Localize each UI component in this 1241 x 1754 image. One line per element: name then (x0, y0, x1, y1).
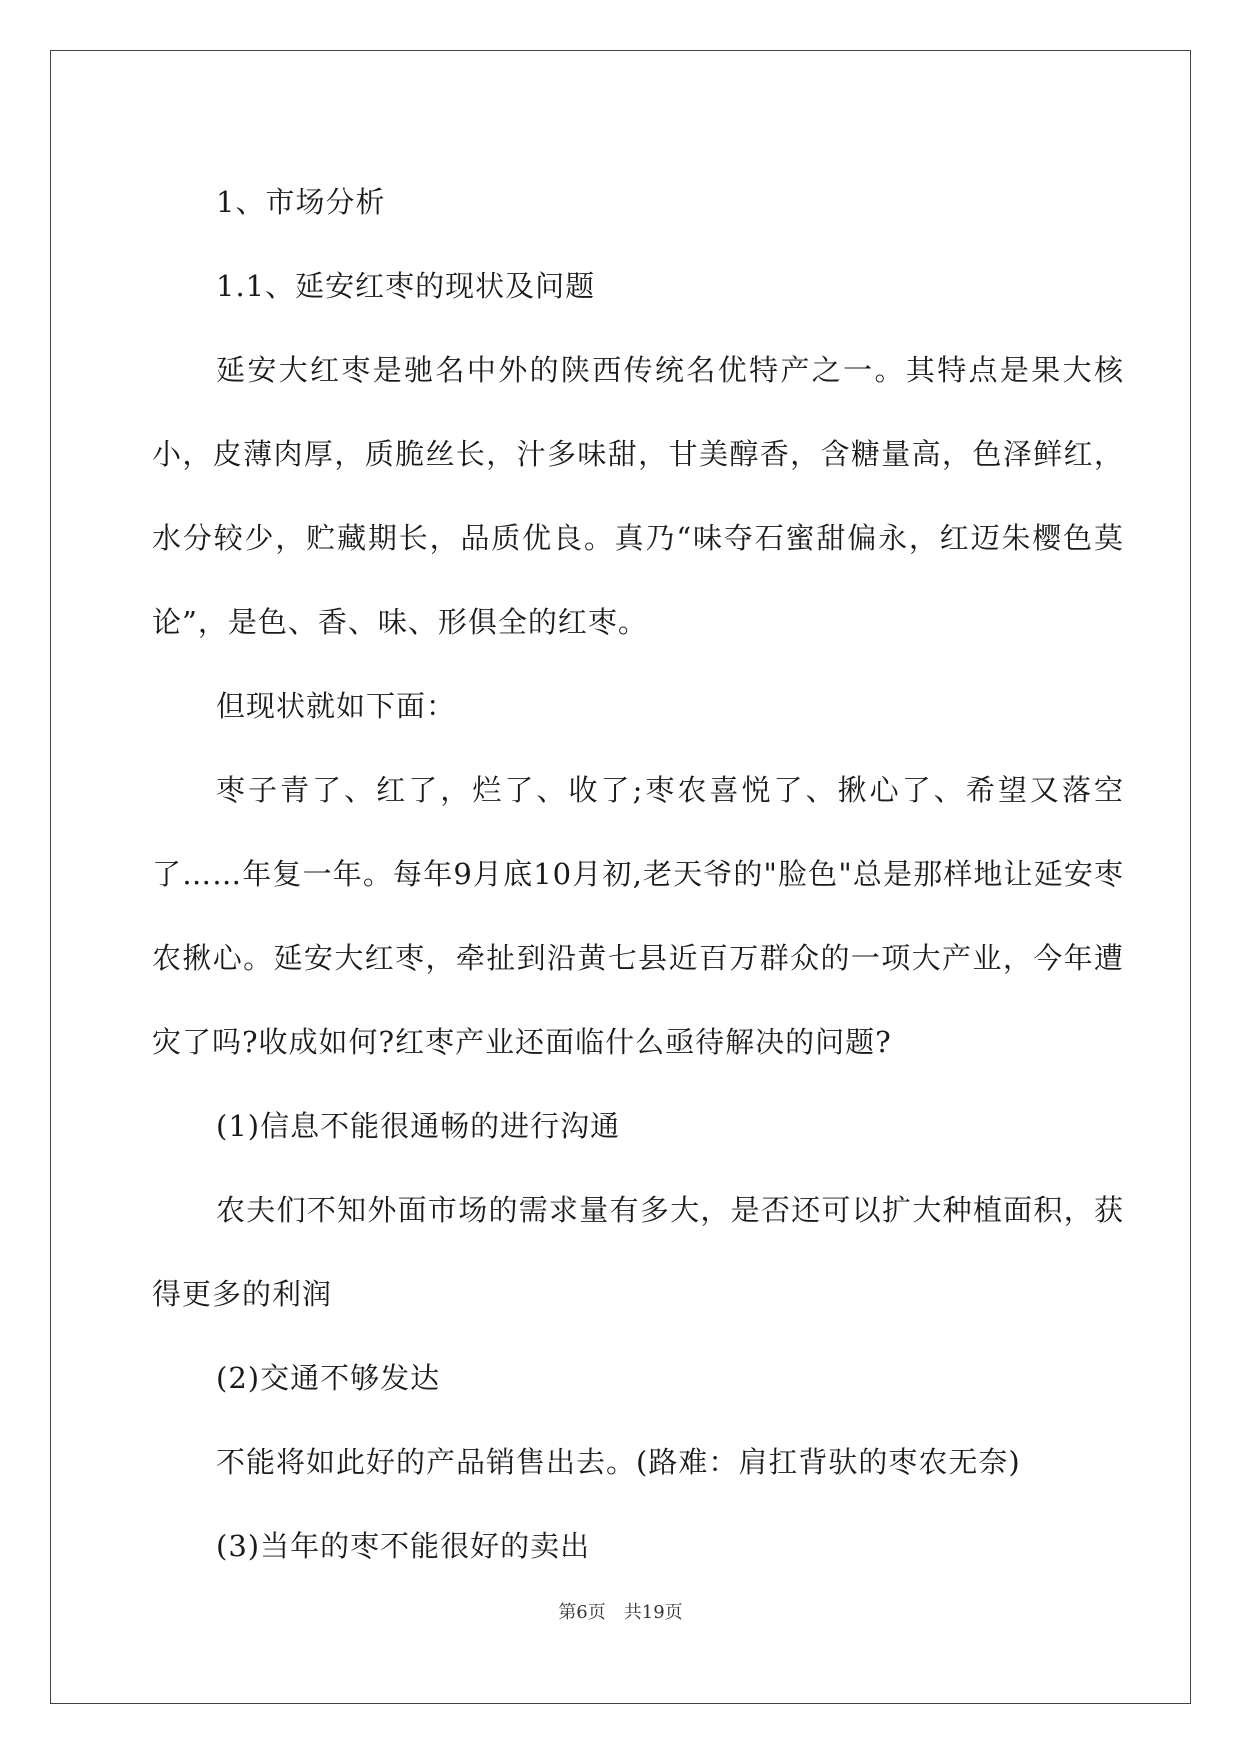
body-paragraph: 延安大红枣是驰名中外的陕西传统名优特产之一。其特点是果大核小，皮薄肉厚，质脆丝长，汁多味甜，甘美醇香，含糖量高，色泽鲜红，水分较少，贮藏期长，品质优良。真乃“味夺石蜜甜偏永，红迈朱樱色莫论”，是色、香、味、形俱全的红枣。 (152, 353, 1124, 639)
body-paragraph: 枣子青了、红了，烂了、收了;枣农喜悦了、揪心了、希望又落空了……年复一年。每年9月底10月初,老天爷的"脸色"总是那样地让延安枣农揪心。延安大红枣，牵扯到沿黄七县近百万群众的一项大产业，今年遭灾了吗?收成如何?红枣产业还面临什么亟待解决的问题? (152, 773, 1124, 1059)
subsection-heading: 1.1、延安红枣的现状及问题 (216, 269, 596, 303)
page-number-footer: 第6页 共19页 (558, 1602, 683, 1623)
body-paragraph: 不能将如此好的产品销售出去。(路难：肩扛背驮的枣农无奈) (216, 1445, 1021, 1479)
list-heading: (1)信息不能很通畅的进行沟通 (216, 1109, 621, 1143)
list-heading: (2)交通不够发达 (216, 1361, 441, 1395)
section-heading: 1、市场分析 (216, 185, 386, 219)
document-body (152, 160, 1124, 1588)
body-paragraph: 但现状就如下面： (216, 689, 457, 723)
body-paragraph: 农夫们不知外面市场的需求量有多大，是否还可以扩大种植面积，获得更多的利润 (152, 1193, 1124, 1311)
list-heading: (3)当年的枣不能很好的卖出 (216, 1529, 591, 1563)
